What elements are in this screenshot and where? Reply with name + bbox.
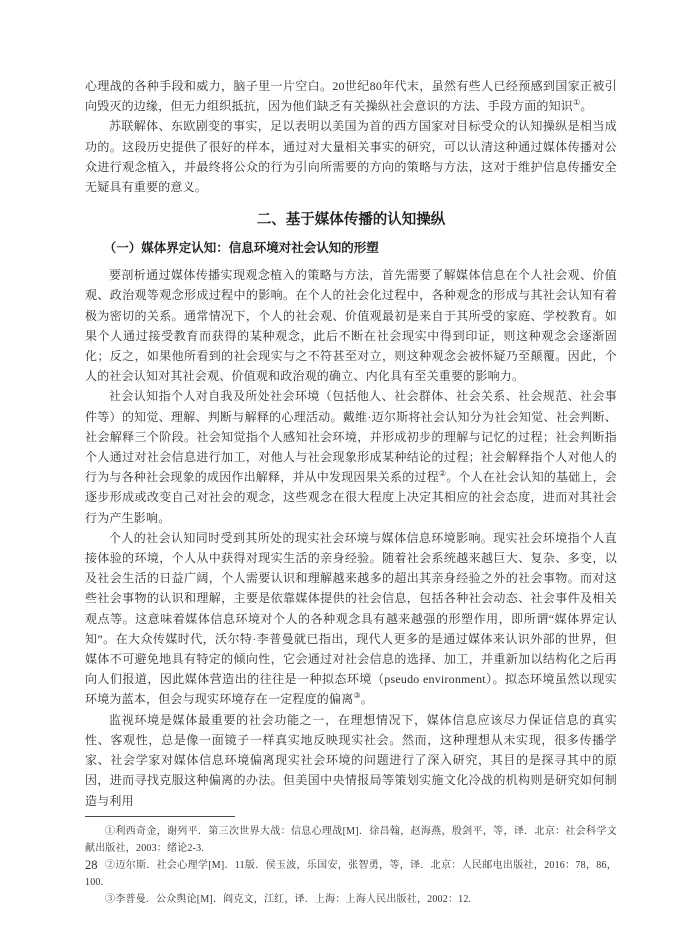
subsection-heading: （一）媒体界定认知：信息环境对社会认知的形塑 <box>103 241 379 256</box>
footnote-item: ②迈尔斯．社会心理学[M]．11版．侯玉波，乐国安，张智勇，等，译．北京：人民邮电出版社，2016：78，86，100. <box>85 859 617 888</box>
section-heading: 二、基于媒体传播的认知操纵 <box>256 212 446 229</box>
page-number: 28 <box>85 858 98 872</box>
footnote-divider <box>85 816 235 817</box>
body-paragraph: 社会认知指个人对自我及所处社会环境（包括他人、社会群体、社会关系、社会规范、社会事件等）的知觉、理解、判断与解释的心理活动。戴维·迈尔斯将社会认知分为社会知觉、社会判断、社会解释三个阶段。社会知觉指个人感知社会环境，并形成初步的理解与记忆的过程；社会判断指个人通过对社会信息进行加工，对他人与社会现象形成某种结论的过程；社会解释指个人对他人的行为与各种社会现象的成因作出解释，并从中发现因果关系的过程②。个人在社会认知的基础上，会逐步形成或改变自己对社会的观念，这些观念在很大程度上决定其相应的社会态度，进而对其社会行为产生影响。 <box>85 389 617 525</box>
body-paragraph: 要剖析通过媒体传播实现观念植入的策略与方法，首先需要了解媒体信息在个人社会观、价值观、政治观等观念形成过程中的影响。在个人的社会化过程中，各种观念的形成与其社会认知有着极为密切的关系。通常情况下，个人的社会观、价值观最初是来自于其所受的家庭、学校教育。如果个人通过接受教育而获得的某种观念，此后不断在社会现实中得到印证，则这种观念会逐渐固化；反之，如果他所看到的社会现实与之不符甚至对立，则这种观念会被怀疑乃至颠覆。因此，个人的社会认知对其社会观、价值观和政治观的确立、内化具有至关重要的影响力。 <box>85 268 617 384</box>
text-block <box>85 76 617 908</box>
body-paragraph: 心理战的各种手段和威力，脑子里一片空白。20世纪80年代末，虽然有些人已经预感到国家正被引向毁灭的边缘，但无力组织抵抗，因为他们缺乏有关操纵社会意识的方法、手段方面的知识①。 <box>85 79 617 114</box>
body-paragraph: 苏联解体、东欧剧变的事实，足以表明以美国为首的西方国家对目标受众的认知操纵是相当成功的。这段历史提供了很好的样本，通过对大量相关事实的研究，可以认清这种通过媒体传播对公众进行观念植入，并最终将公众的行为引向所需要的方向的策略与方法，这对于维护信息传播安全无疑具有重要的意义。 <box>85 119 617 195</box>
footnote-item: ③李普曼．公众舆论[M]．阎克文，江红，译．上海：上海人民出版社，2002：12. <box>105 893 472 905</box>
body-paragraph: 监视环境是媒体最重要的社会功能之一，在理想情况下，媒体信息应该尽力保证信息的真实性、客观性，总是像一面镜子一样真实地反映现实社会。然而，这种理想从未实现，很多传播学家、社会学家对媒体信息环境偏离现实社会环境的问题进行了深入研究，其目的是探寻其中的原因，进而寻找克服这种偏离的办法。但美国中央情报局等策划实施文化冷战的机构则是研究如何制造与利用 <box>85 712 617 808</box>
footnote-item: ①利西奇金，谢列平．第三次世界大战：信息心理战[M]．徐昌翰，赵海燕，殷剑平，等，译．北京：社会科学文献出版社，2003：绪论2-3. <box>85 825 617 854</box>
body-paragraph: 个人的社会认知同时受到其所处的现实社会环境与媒体信息环境影响。现实社会环境指个人直接体验的环境，个人从中获得对现实生活的亲身经验。随着社会系统越来越巨大、复杂、多变，以及社会生活的日益广阔，个人需要认识和理解越来越多的超出其亲身经验之外的社会事物。而对这些社会事物的认识和理解，主要是依靠媒体提供的社会信息，包括各种社会动态、社会事件及相关观点等。这意味着媒体信息环境对个人的各种观念具有越来越强的形塑作用，即所谓“媒体界定认知”。在大众传媒时代，沃尔特·李普曼就已指出，现代人更多的是通过媒体来认识外部的世界，但媒体不可避免地具有特定的倾向性，它会通过对社会信息的选择、加工，并重新加以结构化之后再向人们报道，因此媒体营造出的往往是一种拟态环境（pseudo environment）。拟态环境虽然以现实环境为蓝本，但会与现实环境存在一定程度的偏离③。 <box>85 530 617 707</box>
